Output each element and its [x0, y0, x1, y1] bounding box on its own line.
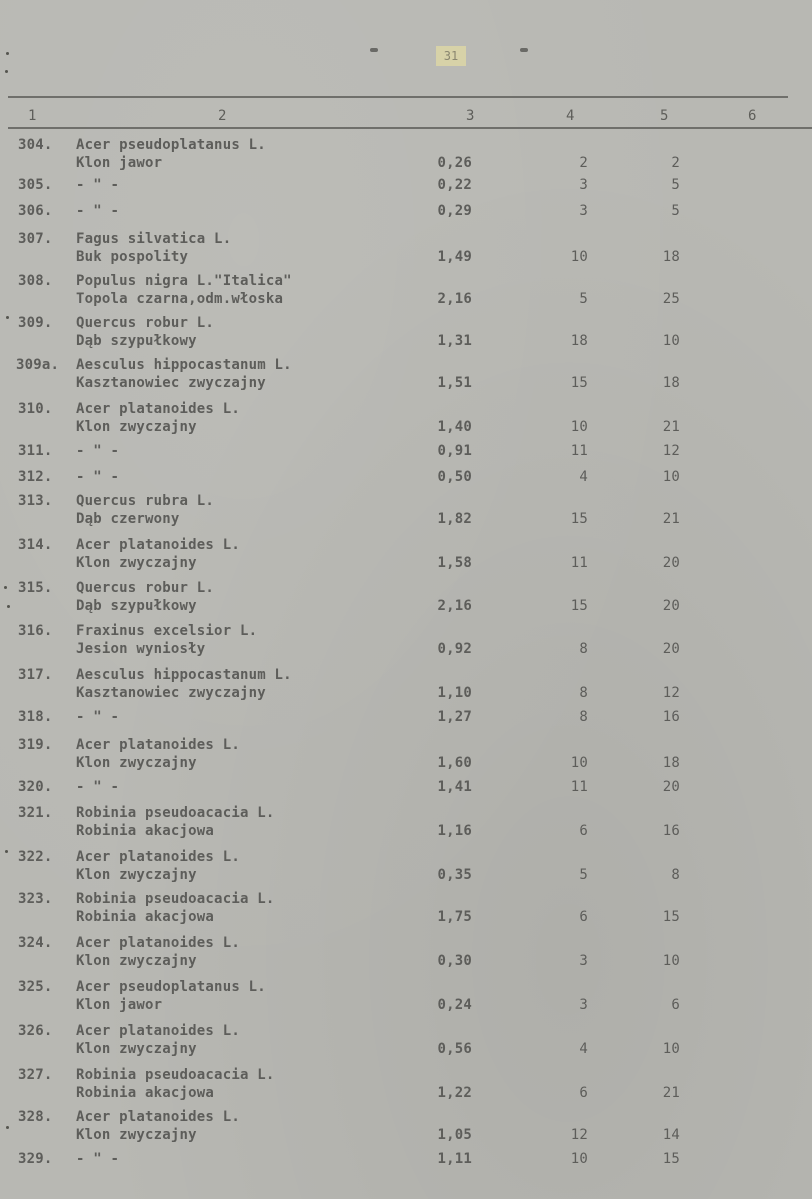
- value-col-4: 11: [570, 443, 588, 459]
- latin-name: Robinia pseudoacacia L.: [76, 805, 275, 821]
- row-number: 327.: [18, 1067, 53, 1083]
- value-col-4: 8: [579, 641, 588, 657]
- value-col-3: 1,22: [437, 1085, 472, 1101]
- value-col-3: 1,05: [437, 1127, 472, 1143]
- latin-name: Populus nigra L."Italica": [76, 273, 292, 289]
- row-number: 306.: [18, 203, 53, 219]
- polish-name: Kasztanowiec zwyczajny: [76, 685, 266, 701]
- polish-name: Dąb szypułkowy: [76, 333, 197, 349]
- value-col-3: 0,26: [437, 155, 472, 171]
- polish-name: Klon zwyczajny: [76, 953, 197, 969]
- polish-name: Robinia akacjowa: [76, 1085, 215, 1101]
- value-col-3: 1,11: [437, 1151, 472, 1167]
- latin-name: Fraxinus excelsior L.: [76, 623, 258, 639]
- row-number: 310.: [18, 401, 53, 417]
- polish-name: Buk pospolity: [76, 249, 189, 265]
- value-col-3: 1,82: [437, 511, 472, 527]
- value-col-5: 15: [662, 1151, 680, 1167]
- value-col-3: 0,50: [437, 469, 472, 485]
- row-number: 309.: [18, 315, 53, 331]
- value-col-4: 4: [579, 1041, 588, 1057]
- polish-name: Klon zwyczajny: [76, 1041, 197, 1057]
- column-header-1: 1: [28, 108, 37, 124]
- header-dash-left: [370, 48, 378, 52]
- value-col-3: 0,30: [437, 953, 472, 969]
- polish-name: Jesion wyniosły: [76, 641, 206, 657]
- row-number: 305.: [18, 177, 53, 193]
- latin-name: - " -: [76, 1151, 120, 1167]
- value-col-3: 1,75: [437, 909, 472, 925]
- value-col-4: 10: [570, 419, 588, 435]
- row-number: 313.: [18, 493, 53, 509]
- margin-speck: [7, 605, 10, 608]
- margin-speck: [4, 586, 7, 589]
- row-number: 325.: [18, 979, 53, 995]
- value-col-4: 6: [579, 1085, 588, 1101]
- latin-name: - " -: [76, 177, 120, 193]
- value-col-3: 0,35: [437, 867, 472, 883]
- row-number: 311.: [18, 443, 53, 459]
- value-col-4: 5: [579, 867, 588, 883]
- row-number: 318.: [18, 709, 53, 725]
- value-col-4: 15: [570, 375, 588, 391]
- value-col-5: 25: [662, 291, 680, 307]
- value-col-4: 5: [579, 291, 588, 307]
- value-col-3: 0,24: [437, 997, 472, 1013]
- column-header-3: 3: [466, 108, 475, 124]
- latin-name: Quercus robur L.: [76, 580, 215, 596]
- value-col-4: 3: [579, 997, 588, 1013]
- latin-name: Aesculus hippocastanum L.: [76, 667, 292, 683]
- latin-name: - " -: [76, 203, 120, 219]
- polish-name: Kasztanowiec zwyczajny: [76, 375, 266, 391]
- latin-name: - " -: [76, 443, 120, 459]
- value-col-4: 12: [570, 1127, 588, 1143]
- value-col-3: 0,29: [437, 203, 472, 219]
- row-number: 308.: [18, 273, 53, 289]
- value-col-3: 0,91: [437, 443, 472, 459]
- value-col-4: 6: [579, 823, 588, 839]
- value-col-5: 5: [671, 203, 680, 219]
- row-number: 320.: [18, 779, 53, 795]
- value-col-5: 8: [671, 867, 680, 883]
- column-header-5: 5: [660, 108, 669, 124]
- row-number: 324.: [18, 935, 53, 951]
- value-col-3: 2,16: [437, 291, 472, 307]
- column-header-6: 6: [748, 108, 757, 124]
- latin-name: Quercus rubra L.: [76, 493, 215, 509]
- value-col-4: 8: [579, 709, 588, 725]
- header-dash-right: [520, 48, 528, 52]
- value-col-4: 11: [570, 555, 588, 571]
- value-col-4: 10: [570, 1151, 588, 1167]
- latin-name: Fagus silvatica L.: [76, 231, 232, 247]
- polish-name: Robinia akacjowa: [76, 823, 215, 839]
- latin-name: Acer platanoides L.: [76, 1109, 240, 1125]
- value-col-5: 14: [662, 1127, 680, 1143]
- value-col-4: 10: [570, 249, 588, 265]
- latin-name: Aesculus hippocastanum L.: [76, 357, 292, 373]
- polish-name: Klon zwyczajny: [76, 755, 197, 771]
- value-col-3: 1,51: [437, 375, 472, 391]
- polish-name: Robinia akacjowa: [76, 909, 215, 925]
- polish-name: Klon zwyczajny: [76, 555, 197, 571]
- value-col-5: 21: [662, 511, 680, 527]
- latin-name: Quercus robur L.: [76, 315, 215, 331]
- polish-name: Dąb szypułkowy: [76, 598, 197, 614]
- row-number: 326.: [18, 1023, 53, 1039]
- row-number: 307.: [18, 231, 53, 247]
- row-number: 312.: [18, 469, 53, 485]
- value-col-5: 5: [671, 177, 680, 193]
- latin-name: Acer platanoides L.: [76, 537, 240, 553]
- value-col-3: 1,49: [437, 249, 472, 265]
- value-col-3: 1,31: [437, 333, 472, 349]
- value-col-3: 1,41: [437, 779, 472, 795]
- header-bottom-rule: [8, 127, 812, 129]
- value-col-5: 15: [662, 909, 680, 925]
- page-number: 31: [436, 46, 466, 66]
- value-col-4: 8: [579, 685, 588, 701]
- value-col-5: 2: [671, 155, 680, 171]
- margin-speck: [5, 70, 8, 73]
- value-col-5: 16: [662, 823, 680, 839]
- value-col-4: 4: [579, 469, 588, 485]
- value-col-5: 18: [662, 249, 680, 265]
- value-col-4: 15: [570, 511, 588, 527]
- value-col-3: 1,27: [437, 709, 472, 725]
- row-number: 309a.: [16, 357, 60, 373]
- value-col-3: 0,92: [437, 641, 472, 657]
- value-col-3: 1,58: [437, 555, 472, 571]
- row-number: 317.: [18, 667, 53, 683]
- row-number: 316.: [18, 623, 53, 639]
- value-col-4: 2: [579, 155, 588, 171]
- value-col-5: 18: [662, 755, 680, 771]
- row-number: 304.: [18, 137, 53, 153]
- value-col-4: 3: [579, 203, 588, 219]
- value-col-4: 10: [570, 755, 588, 771]
- value-col-5: 12: [662, 443, 680, 459]
- value-col-3: 1,16: [437, 823, 472, 839]
- polish-name: Dąb czerwony: [76, 511, 180, 527]
- row-number: 328.: [18, 1109, 53, 1125]
- value-col-5: 20: [662, 779, 680, 795]
- value-col-4: 18: [570, 333, 588, 349]
- latin-name: Acer platanoides L.: [76, 849, 240, 865]
- margin-speck: [6, 52, 9, 55]
- latin-name: Robinia pseudoacacia L.: [76, 891, 275, 907]
- latin-name: - " -: [76, 709, 120, 725]
- polish-name: Klon jawor: [76, 155, 163, 171]
- value-col-3: 1,40: [437, 419, 472, 435]
- polish-name: Topola czarna,odm.włoska: [76, 291, 284, 307]
- margin-speck: [6, 316, 9, 319]
- value-col-3: 1,60: [437, 755, 472, 771]
- value-col-4: 3: [579, 953, 588, 969]
- value-col-3: 1,10: [437, 685, 472, 701]
- value-col-5: 20: [662, 641, 680, 657]
- latin-name: - " -: [76, 469, 120, 485]
- value-col-4: 15: [570, 598, 588, 614]
- latin-name: Acer pseudoplatanus L.: [76, 137, 266, 153]
- row-number: 322.: [18, 849, 53, 865]
- value-col-5: 10: [662, 953, 680, 969]
- table-top-rule: [8, 96, 788, 98]
- value-col-5: 10: [662, 1041, 680, 1057]
- value-col-5: 21: [662, 1085, 680, 1101]
- value-col-5: 16: [662, 709, 680, 725]
- latin-name: Acer platanoides L.: [76, 1023, 240, 1039]
- column-header-4: 4: [566, 108, 575, 124]
- margin-speck: [5, 850, 8, 853]
- latin-name: Acer platanoides L.: [76, 737, 240, 753]
- value-col-5: 18: [662, 375, 680, 391]
- value-col-3: 0,56: [437, 1041, 472, 1057]
- latin-name: Acer platanoides L.: [76, 935, 240, 951]
- row-number: 323.: [18, 891, 53, 907]
- polish-name: Klon zwyczajny: [76, 1127, 197, 1143]
- row-number: 329.: [18, 1151, 53, 1167]
- polish-name: Klon zwyczajny: [76, 419, 197, 435]
- polish-name: Klon jawor: [76, 997, 163, 1013]
- polish-name: Klon zwyczajny: [76, 867, 197, 883]
- latin-name: - " -: [76, 779, 120, 795]
- row-number: 321.: [18, 805, 53, 821]
- value-col-4: 3: [579, 177, 588, 193]
- value-col-5: 12: [662, 685, 680, 701]
- row-number: 314.: [18, 537, 53, 553]
- column-header-2: 2: [218, 108, 227, 124]
- latin-name: Robinia pseudoacacia L.: [76, 1067, 275, 1083]
- value-col-3: 2,16: [437, 598, 472, 614]
- value-col-5: 6: [671, 997, 680, 1013]
- value-col-5: 10: [662, 333, 680, 349]
- value-col-4: 11: [570, 779, 588, 795]
- value-col-5: 20: [662, 598, 680, 614]
- row-number: 319.: [18, 737, 53, 753]
- value-col-4: 6: [579, 909, 588, 925]
- latin-name: Acer platanoides L.: [76, 401, 240, 417]
- value-col-3: 0,22: [437, 177, 472, 193]
- value-col-5: 21: [662, 419, 680, 435]
- value-col-5: 10: [662, 469, 680, 485]
- value-col-5: 20: [662, 555, 680, 571]
- latin-name: Acer pseudoplatanus L.: [76, 979, 266, 995]
- margin-speck: [6, 1126, 9, 1129]
- row-number: 315.: [18, 580, 53, 596]
